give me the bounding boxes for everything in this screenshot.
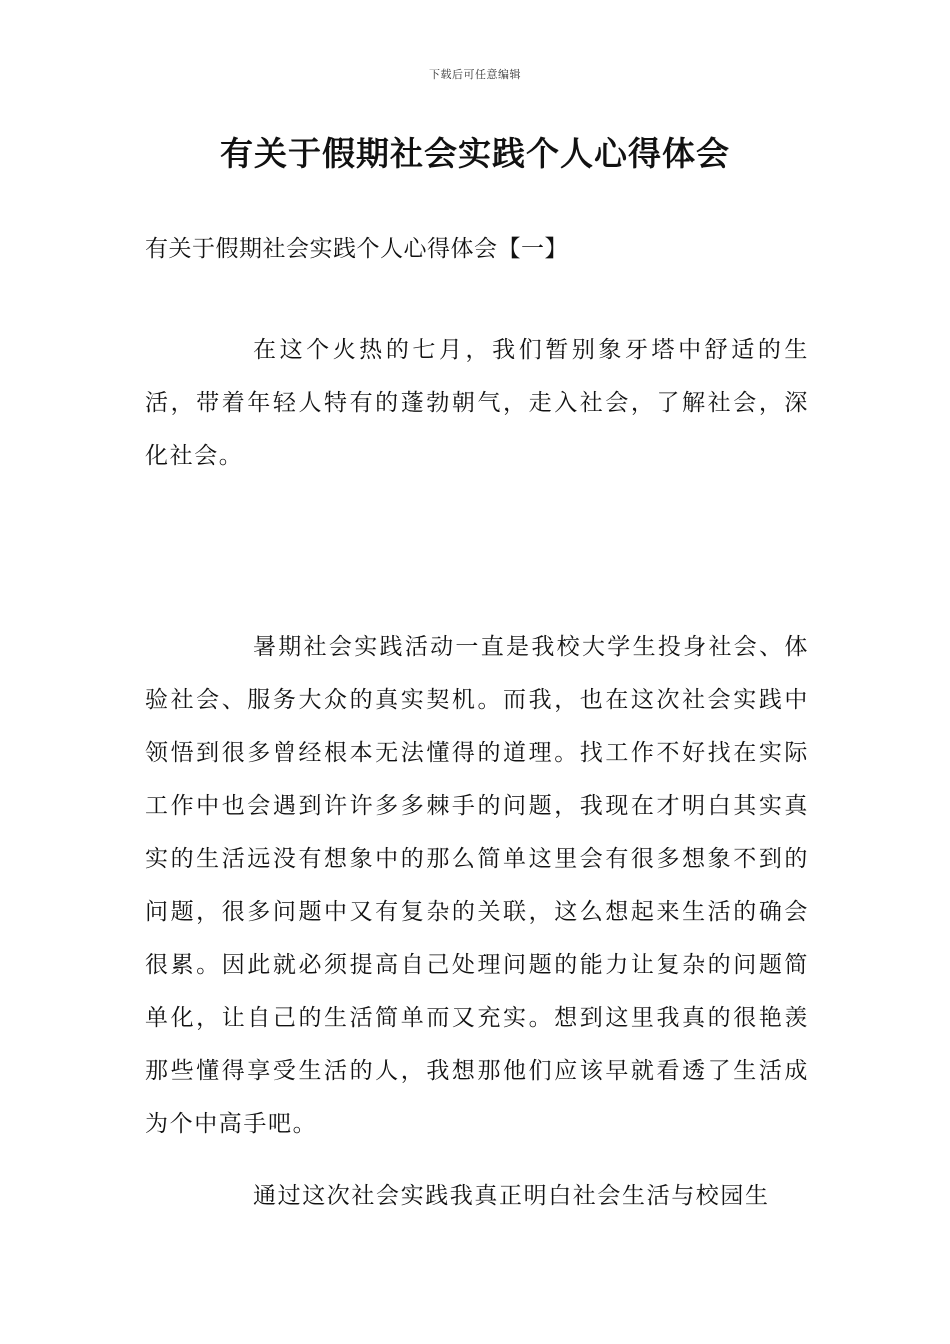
paragraph-1: 在这个火热的七月，我们暂别象牙塔中舒适的生活，带着年轻人特有的蓬勃朝气，走入社会，了解社会，深化社会。 [145, 337, 809, 469]
document-title: 有关于假期社会实践个人心得体会 [220, 134, 730, 173]
paragraph-2: 暑期社会实践活动一直是我校大学生投身社会、体验社会、服务大众的真实契机。而我，也在这次社会实践中领悟到很多曾经根本无法懂得的道理。找工作不好找在实际工作中也会遇到许许多多棘手的问题，我现在才明白其实真实的生活远没有想象中的那么简单这里会有很多想象不到的问题，很多问题中又有复杂的关联，这么想起来生活的确会很累。因此就必须提高自己处理问题的能力让复杂的问题简单化，让自己的生活简单而又充实。想到这里我真的很艳羡那些懂得享受生活的人，我想那他们应该早就看透了生活成为个中高手吧。 [145, 634, 809, 1137]
section-heading: 有关于假期社会实践个人心得体会【一】 [145, 236, 568, 262]
paragraph-3: 通过这次社会实践我真正明白社会生活与校园生 [253, 1183, 770, 1209]
header-note: 下载后可任意编辑 [429, 68, 521, 81]
